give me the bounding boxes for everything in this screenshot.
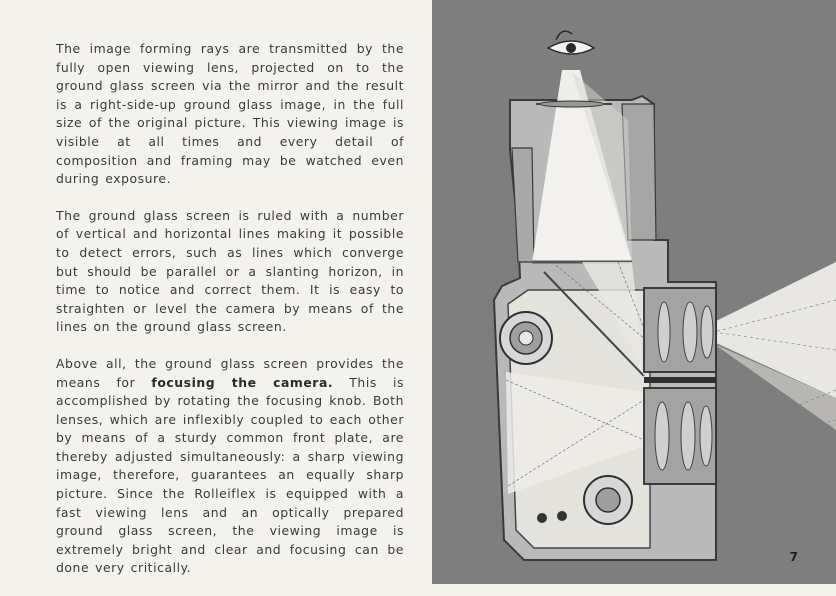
- paragraph-2: [56, 207, 404, 337]
- eye-icon: [548, 31, 594, 54]
- paragraph-3-rest: This is accomplished by rotating the focusing knob. Both lenses, which are inflexibly coupled to each other by means of a sturdy common front plate, are thereby adjusted simultaneously: a sharp viewing image, therefore, guarantees an equally sharp picture. Since the Rolleiflex is equipped with a fast viewing lens and an optically prepared ground glass screen, the viewing image is extremely bright and clear and focusing can be done very critically.: [56, 374, 404, 576]
- page-number: 7: [789, 550, 798, 564]
- paragraph-1-text: The image forming rays are transmitted by the fully open viewing lens, projected on to the ground glass screen via the mirror and the result is a right-side-up ground glass image, in the full size of the original picture. This viewing image is visible at all times and every detail of composition and framing may be watched even during exposure.: [56, 41, 404, 187]
- paragraph-3-lead: Above all, the ground glass screen provides the means for: [56, 355, 404, 390]
- illustration-page: [432, 0, 836, 584]
- camera-cross-section-icon: [432, 0, 836, 584]
- paragraph-3-emphasis: focusing the camera.: [151, 374, 334, 390]
- paragraph-2-text: The ground glass screen is ruled with a number of vertical and horizontal lines making it possible to detect errors, such as lines which converge but should be parallel or a slanting horizon, in time to notice and correct them. It is easy to straighten or level the camera by means of the lines on the ground glass screen.: [56, 207, 404, 335]
- paragraph-3: [56, 355, 404, 578]
- body-text-column: [56, 40, 404, 596]
- paragraph-1: [56, 40, 404, 189]
- light-ray-icon: [714, 262, 836, 450]
